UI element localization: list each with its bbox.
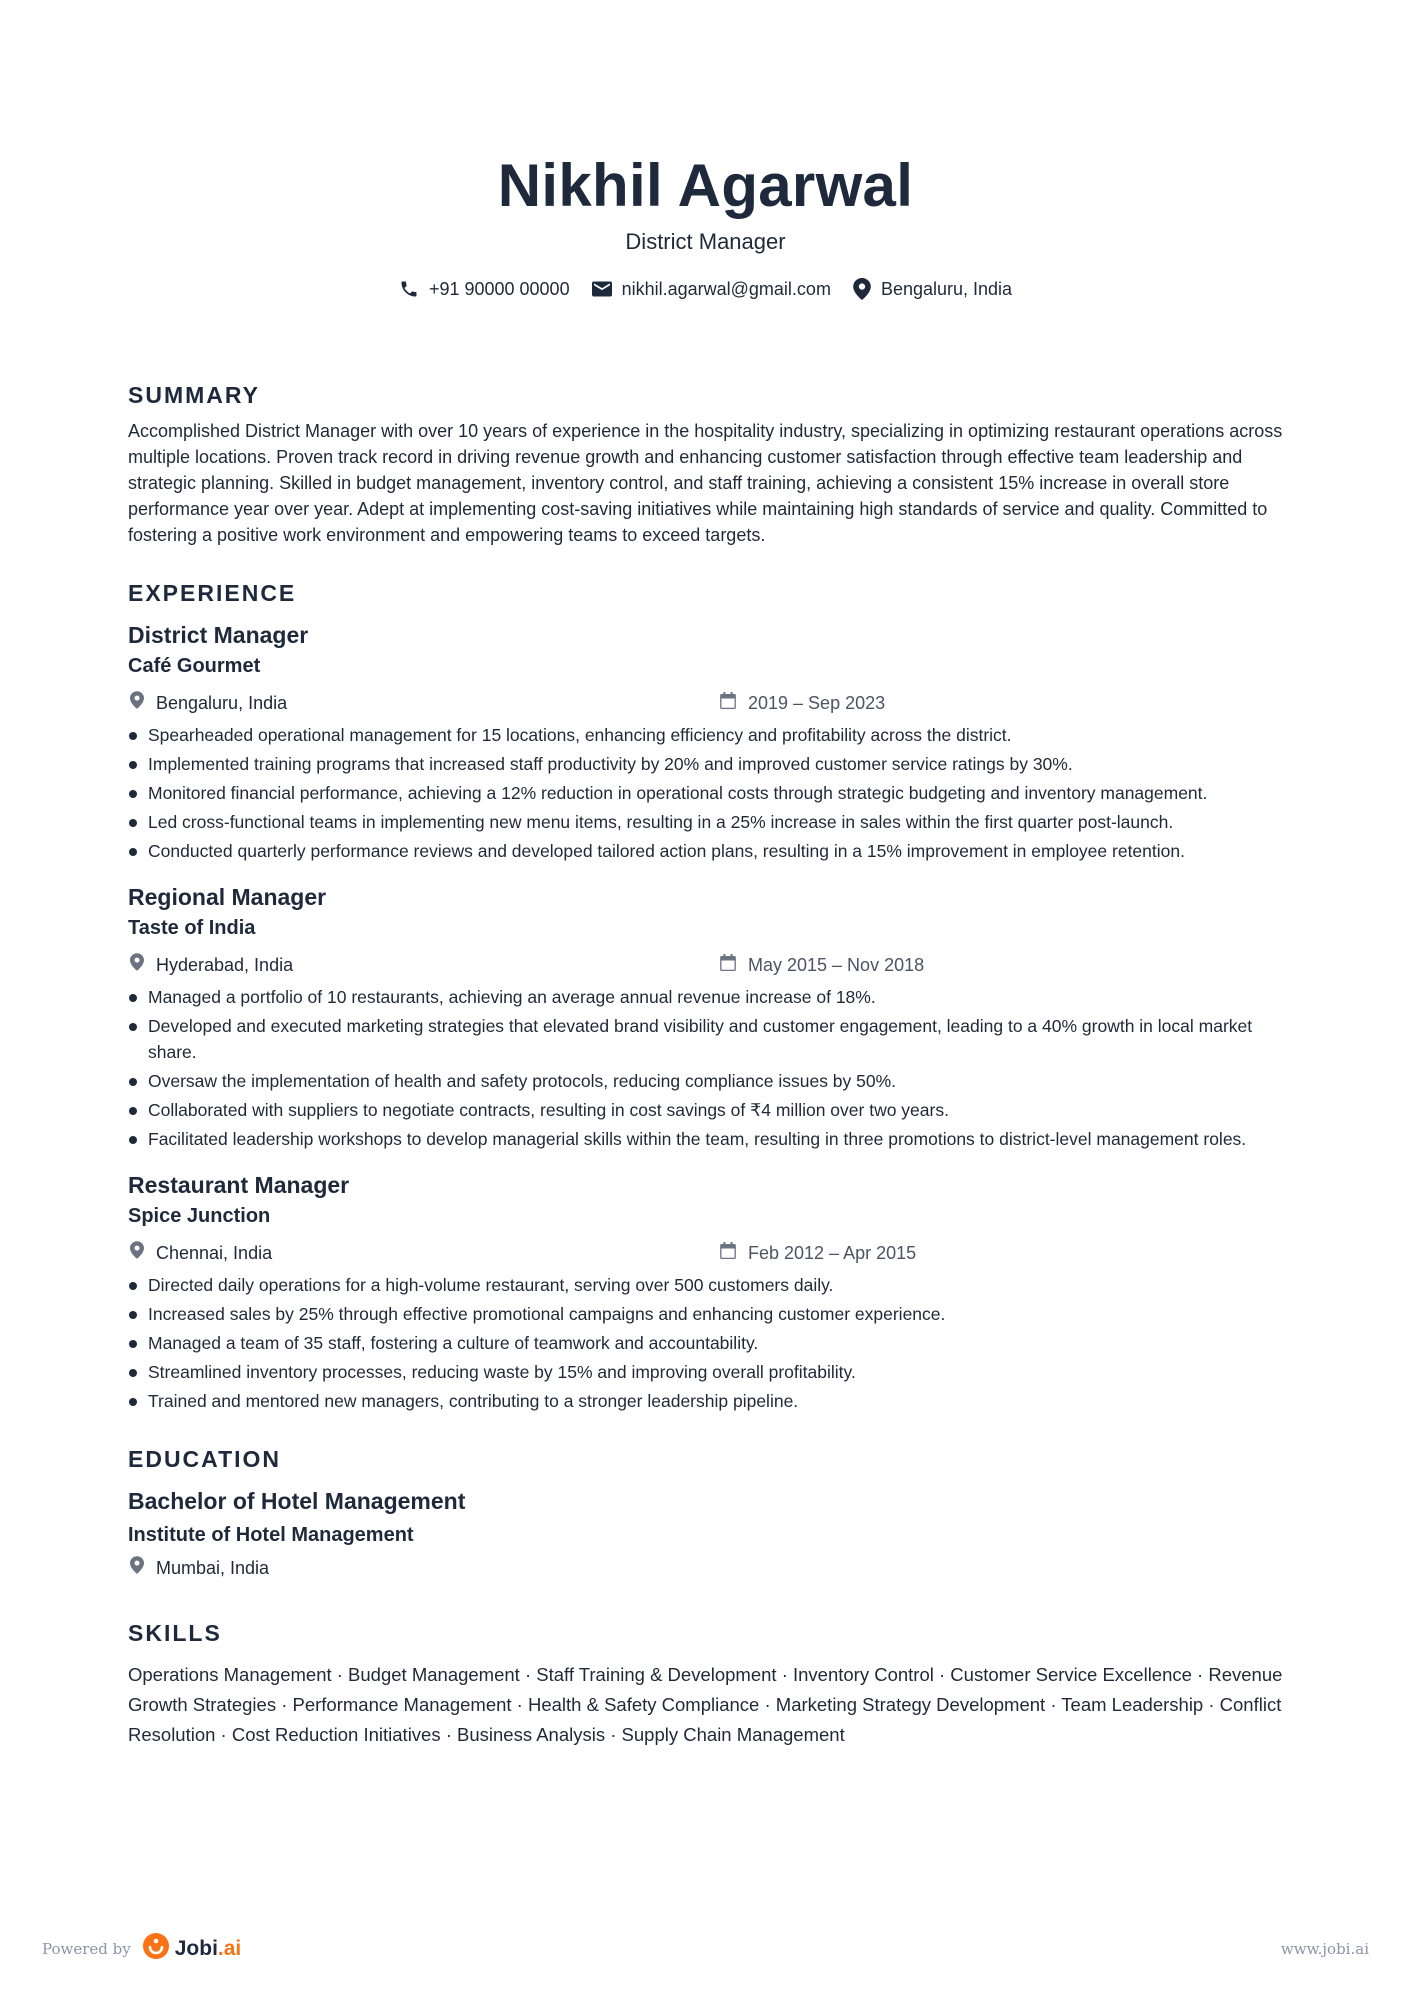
brand-name: Jobi: [174, 1937, 218, 1960]
section-title-education: EDUCATION: [128, 1446, 282, 1472]
list-item: Directed daily operations for a high-volume restaurant, serving over 500 customers daily.: [128, 1272, 1288, 1298]
job-location-text: Chennai, India: [156, 1243, 273, 1263]
job-bullets: [128, 984, 1288, 1152]
job-dates-text: May 2015 – Nov 2018: [748, 955, 925, 975]
location-text: Bengaluru, India: [880, 278, 1013, 299]
summary-text: Accomplished District Manager with over 10 years of experience in the hospitality industry, specializing in optimizing restaurant operations across multiple locations. Proven track record in driving revenue growth and enhancing customer satisfaction through effective team leadership and strategic planning. Skilled in budget management, inventory control, and staff training, achieving a consistent 15% increase in overall store performance year over year. Adept at implementing cost-saving initiatives while maintaining high standards of service and quality. Committed to fostering a positive work environment and empowering teams to exceed targets.: [128, 421, 1283, 545]
map-pin-icon: [130, 1556, 144, 1580]
map-pin-icon: [130, 691, 144, 715]
calendar-icon: [720, 1241, 736, 1265]
job-meta: [128, 1241, 1288, 1265]
email-text: nikhil.agarwal@gmail.com: [621, 278, 831, 299]
job-location: [128, 691, 720, 715]
site-link[interactable]: www.jobi.ai: [1280, 1940, 1369, 1958]
experience-section: [128, 578, 1288, 1414]
jobi-logo-icon: [143, 1933, 169, 1965]
job-title: District Manager: [128, 622, 309, 648]
skills-section: [128, 1618, 1288, 1750]
list-item: Developed and executed marketing strategies that elevated brand visibility and customer engagement, leading to a 40% growth in local market share.: [128, 1013, 1288, 1065]
job-location-text: Bengaluru, India: [156, 693, 288, 713]
section-title-skills: SKILLS: [128, 1620, 222, 1646]
job-dates: [720, 953, 924, 977]
powered-by-label: Powered by: [42, 1940, 131, 1958]
list-item: Conducted quarterly performance reviews and developed tailored action plans, resulting in a 15% improvement in employee retention.: [128, 838, 1288, 864]
mail-icon: [592, 281, 612, 297]
experience-entry: [128, 1170, 1288, 1414]
summary-section: [128, 380, 1288, 548]
education-degree: Bachelor of Hotel Management: [128, 1488, 466, 1514]
resume-header: [0, 150, 1411, 300]
job-title: Restaurant Manager: [128, 1172, 350, 1198]
experience-entry: [128, 620, 1288, 864]
footer: [42, 1933, 1369, 1965]
list-item: Spearheaded operational management for 15 locations, enhancing efficiency and profitability across the district.: [128, 722, 1288, 748]
job-location: [128, 953, 720, 977]
resume-body: [128, 380, 1288, 1750]
education-location: [128, 1556, 1288, 1580]
skills-text: Operations Management · Budget Management · Staff Training & Development · Inventory Control · Customer Service Excellence · Revenue Growth Strategies · Performance Management · Health & Safety Compliance · Marketing Strategy Development · Team Leadership · Conflict Resolution · Cost Reduction Initiatives · Business Analysis · Supply Chain Management: [128, 1664, 1283, 1745]
phone-text: +91 90000 00000: [428, 278, 570, 299]
job-company: Taste of India: [128, 917, 256, 939]
job-location: [128, 1241, 720, 1265]
list-item: Collaborated with suppliers to negotiate contracts, resulting in cost savings of ₹4 million over two years.: [128, 1097, 1288, 1123]
job-meta: [128, 691, 1288, 715]
phone-icon: [399, 279, 419, 299]
contact-location: [853, 278, 1012, 300]
section-title-summary: SUMMARY: [128, 382, 260, 408]
list-item: Trained and mentored new managers, contributing to a stronger leadership pipeline.: [128, 1388, 1288, 1414]
job-title: Regional Manager: [128, 884, 327, 910]
map-pin-icon: [130, 1241, 144, 1265]
experience-entry: [128, 882, 1288, 1152]
education-section: [128, 1444, 1288, 1580]
job-dates: [720, 1241, 916, 1265]
list-item: Increased sales by 25% through effective promotional campaigns and enhancing customer experience.: [128, 1301, 1288, 1327]
section-title-experience: EXPERIENCE: [128, 580, 297, 606]
job-dates-text: Feb 2012 – Apr 2015: [748, 1243, 917, 1263]
list-item: Led cross-functional teams in implementing new menu items, resulting in a 25% increase in sales within the first quarter post-launch.: [128, 809, 1288, 835]
contact-email[interactable]: [592, 279, 831, 300]
job-meta: [128, 953, 1288, 977]
job-company: Spice Junction: [128, 1205, 271, 1227]
candidate-name: Nikhil Agarwal: [497, 152, 914, 219]
candidate-role: District Manager: [625, 229, 786, 254]
brand-logo[interactable]: [143, 1933, 242, 1965]
list-item: Managed a portfolio of 10 restaurants, achieving an average annual revenue increase of 18%.: [128, 984, 1288, 1010]
job-dates: [720, 691, 885, 715]
calendar-icon: [720, 691, 736, 715]
job-dates-text: 2019 – Sep 2023: [748, 693, 886, 713]
list-item: Facilitated leadership workshops to develop managerial skills within the team, resulting in three promotions to district-level management roles.: [128, 1126, 1288, 1152]
job-location-text: Hyderabad, India: [156, 955, 294, 975]
contact-row: [0, 278, 1411, 300]
list-item: Implemented training programs that increased staff productivity by 20% and improved customer service ratings by 30%.: [128, 751, 1288, 777]
job-company: Café Gourmet: [128, 655, 261, 677]
job-bullets: [128, 722, 1288, 864]
brand-suffix: .ai: [217, 1937, 242, 1960]
job-bullets: [128, 1272, 1288, 1414]
list-item: Managed a team of 35 staff, fostering a culture of teamwork and accountability.: [128, 1330, 1288, 1356]
contact-phone[interactable]: [399, 279, 570, 300]
list-item: Streamlined inventory processes, reducing waste by 15% and improving overall profitability.: [128, 1359, 1288, 1385]
education-institution: Institute of Hotel Management: [128, 1524, 414, 1546]
education-location-text: Mumbai, India: [156, 1558, 270, 1578]
list-item: Monitored financial performance, achieving a 12% reduction in operational costs through strategic budgeting and inventory management.: [128, 780, 1288, 806]
powered-by: [42, 1933, 241, 1965]
list-item: Oversaw the implementation of health and safety protocols, reducing compliance issues by 50%.: [128, 1068, 1288, 1094]
map-pin-icon: [853, 278, 871, 300]
calendar-icon: [720, 953, 736, 977]
map-pin-icon: [130, 953, 144, 977]
